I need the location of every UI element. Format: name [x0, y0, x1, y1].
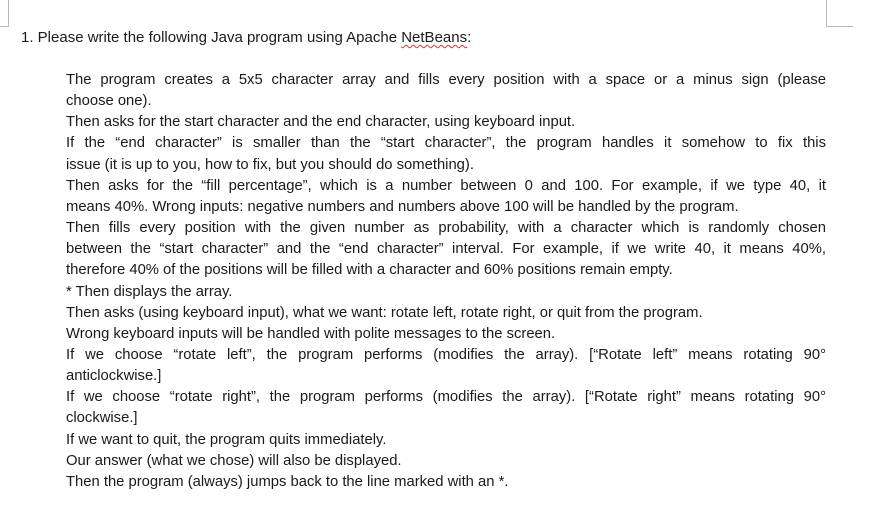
body-line: The program creates a 5x5 character array and fills every position with a space or a minus sign (please	[66, 72, 826, 88]
body-line: Wrong keyboard inputs will be handled with polite messages to the screen.	[66, 325, 556, 342]
heading-prefix: 1. Please write the following Java program using Apache	[21, 29, 402, 46]
body-line: choose one).	[66, 93, 152, 110]
body-line: therefore 40% of the positions will be filled with a character and 60% positions remain empty.	[66, 262, 673, 279]
body-line: clockwise.]	[66, 410, 138, 427]
page-corner-mark-left	[0, 0, 9, 27]
heading-spellchecked-word: NetBeans	[401, 29, 468, 46]
body-line: between the “start character” and the “end character” interval. For example, if we write 40, it means 40%,	[66, 241, 826, 258]
body-line: * Then displays the array.	[66, 283, 233, 300]
body-line: Then asks (using keyboard input), what we want: rotate left, rotate right, or quit from the program.	[66, 304, 703, 321]
task-heading	[21, 28, 471, 48]
body-line: If the “end character” is smaller than the “start character”, the program handles it somehow to fix this	[66, 135, 826, 152]
heading-suffix: :	[467, 29, 472, 46]
body-line: Then asks for the start character and the end character, using keyboard input.	[66, 114, 576, 131]
body-line: If we choose “rotate left”, the program performs (modifies the array). [“Rotate left” means rotating 90°	[66, 346, 826, 363]
body-line: If we want to quit, the program quits immediately.	[66, 431, 387, 448]
body-line: Then the program (always) jumps back to the line marked with an *.	[66, 473, 509, 490]
body-line: means 40%. Wrong inputs: negative numbers and numbers above 100 will be handled by the program.	[66, 198, 739, 215]
body-line: issue (it is up to you, how to fix, but you should do something).	[66, 156, 474, 173]
body-line: anticlockwise.]	[66, 368, 162, 385]
body-line: Our answer (what we chose) will also be displayed.	[66, 452, 402, 469]
body-line: If we choose “rotate right”, the program performs (modifies the array). [“Rotate right” means rotating 90°	[66, 389, 826, 406]
body-line: Then fills every position with the given number as probability, with a character which is randomly chosen	[66, 220, 826, 237]
body-line: Then asks for the “fill percentage”, which is a number between 0 and 100. For example, if we type 40, it	[66, 177, 826, 194]
page-corner-mark-right	[826, 0, 853, 27]
